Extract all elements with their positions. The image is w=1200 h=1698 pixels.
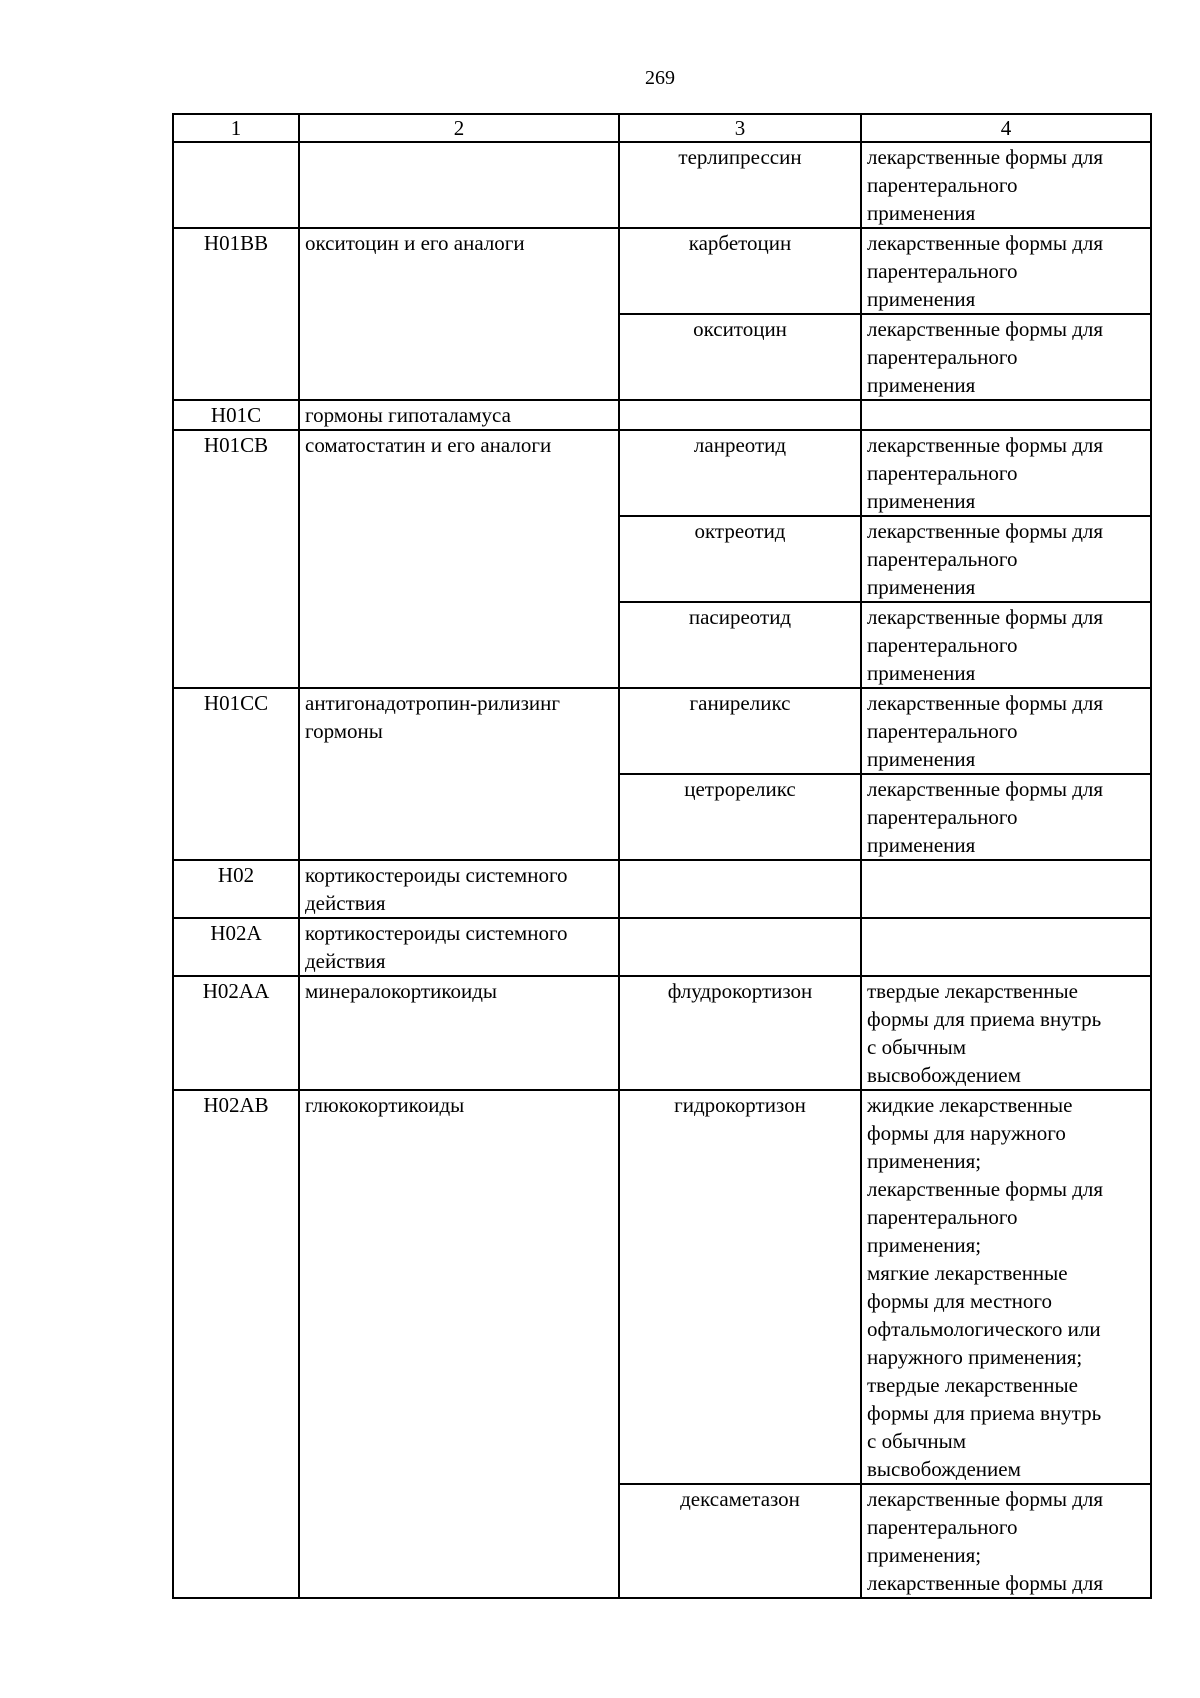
drug-cell: октреотид — [619, 516, 861, 602]
drug-cell — [619, 860, 861, 918]
form-cell: лекарственные формы для парентерального применения — [861, 602, 1151, 688]
header-cell: 3 — [619, 114, 861, 142]
form-cell — [861, 400, 1151, 430]
drug-cell: флудрокортизон — [619, 976, 861, 1090]
table-row — [173, 1090, 1151, 1484]
form-cell: лекарственные формы для парентерального применения; лекарственные формы для — [861, 1484, 1151, 1598]
drug-cell: терлипрессин — [619, 142, 861, 228]
drug-cell: ланреотид — [619, 430, 861, 516]
group-cell — [299, 142, 619, 228]
table-row — [173, 976, 1151, 1090]
drug-table — [172, 113, 1152, 1599]
code-cell: H01CB — [173, 430, 299, 688]
form-cell: жидкие лекарственные формы для наружного применения; лекарственные формы для парентерального применения; мягкие лекарственные формы для местного офтальмологического или наружного применения; твердые лекарственные формы для приема внутрь с обычным высвобождением — [861, 1090, 1151, 1484]
form-cell: твердые лекарственные формы для приема внутрь с обычным высвобождением — [861, 976, 1151, 1090]
page-number: 269 — [645, 67, 675, 89]
header-cell: 4 — [861, 114, 1151, 142]
code-cell — [173, 142, 299, 228]
group-cell: антигонадотропин-рилизинг гормоны — [299, 688, 619, 860]
table-row — [173, 400, 1151, 430]
code-cell: H01CC — [173, 688, 299, 860]
header-cell: 2 — [299, 114, 619, 142]
group-cell: глюкокортикоиды — [299, 1090, 619, 1598]
group-cell: гормоны гипоталамуса — [299, 400, 619, 430]
code-cell: H02AA — [173, 976, 299, 1090]
header-cell: 1 — [173, 114, 299, 142]
drug-cell — [619, 918, 861, 976]
group-cell: кортикостероиды системного действия — [299, 860, 619, 918]
group-cell: соматостатин и его аналоги — [299, 430, 619, 688]
group-cell: кортикостероиды системного действия — [299, 918, 619, 976]
code-cell: H02AB — [173, 1090, 299, 1598]
drug-cell: гидрокортизон — [619, 1090, 861, 1484]
form-cell — [861, 918, 1151, 976]
form-cell — [861, 860, 1151, 918]
form-cell: лекарственные формы для парентерального применения — [861, 774, 1151, 860]
drug-cell: окситоцин — [619, 314, 861, 400]
drug-cell: ганиреликс — [619, 688, 861, 774]
drug-cell: цетрореликс — [619, 774, 861, 860]
table-row — [173, 142, 1151, 228]
table-header-row — [173, 114, 1151, 142]
drug-cell: пасиреотид — [619, 602, 861, 688]
drug-cell: карбетоцин — [619, 228, 861, 314]
form-cell: лекарственные формы для парентерального применения — [861, 516, 1151, 602]
group-cell: окситоцин и его аналоги — [299, 228, 619, 400]
form-cell: лекарственные формы для парентерального применения — [861, 142, 1151, 228]
table-row — [173, 918, 1151, 976]
form-cell: лекарственные формы для парентерального применения — [861, 688, 1151, 774]
code-cell: H01C — [173, 400, 299, 430]
drug-cell: дексаметазон — [619, 1484, 861, 1598]
form-cell: лекарственные формы для парентерального применения — [861, 430, 1151, 516]
code-cell: H02 — [173, 860, 299, 918]
form-cell: лекарственные формы для парентерального применения — [861, 228, 1151, 314]
table-row — [173, 688, 1151, 774]
group-cell: минералокортикоиды — [299, 976, 619, 1090]
table-row — [173, 228, 1151, 314]
table-row — [173, 430, 1151, 516]
table-row — [173, 860, 1151, 918]
code-cell: H01BB — [173, 228, 299, 400]
form-cell: лекарственные формы для парентерального применения — [861, 314, 1151, 400]
drug-cell — [619, 400, 861, 430]
code-cell: H02A — [173, 918, 299, 976]
